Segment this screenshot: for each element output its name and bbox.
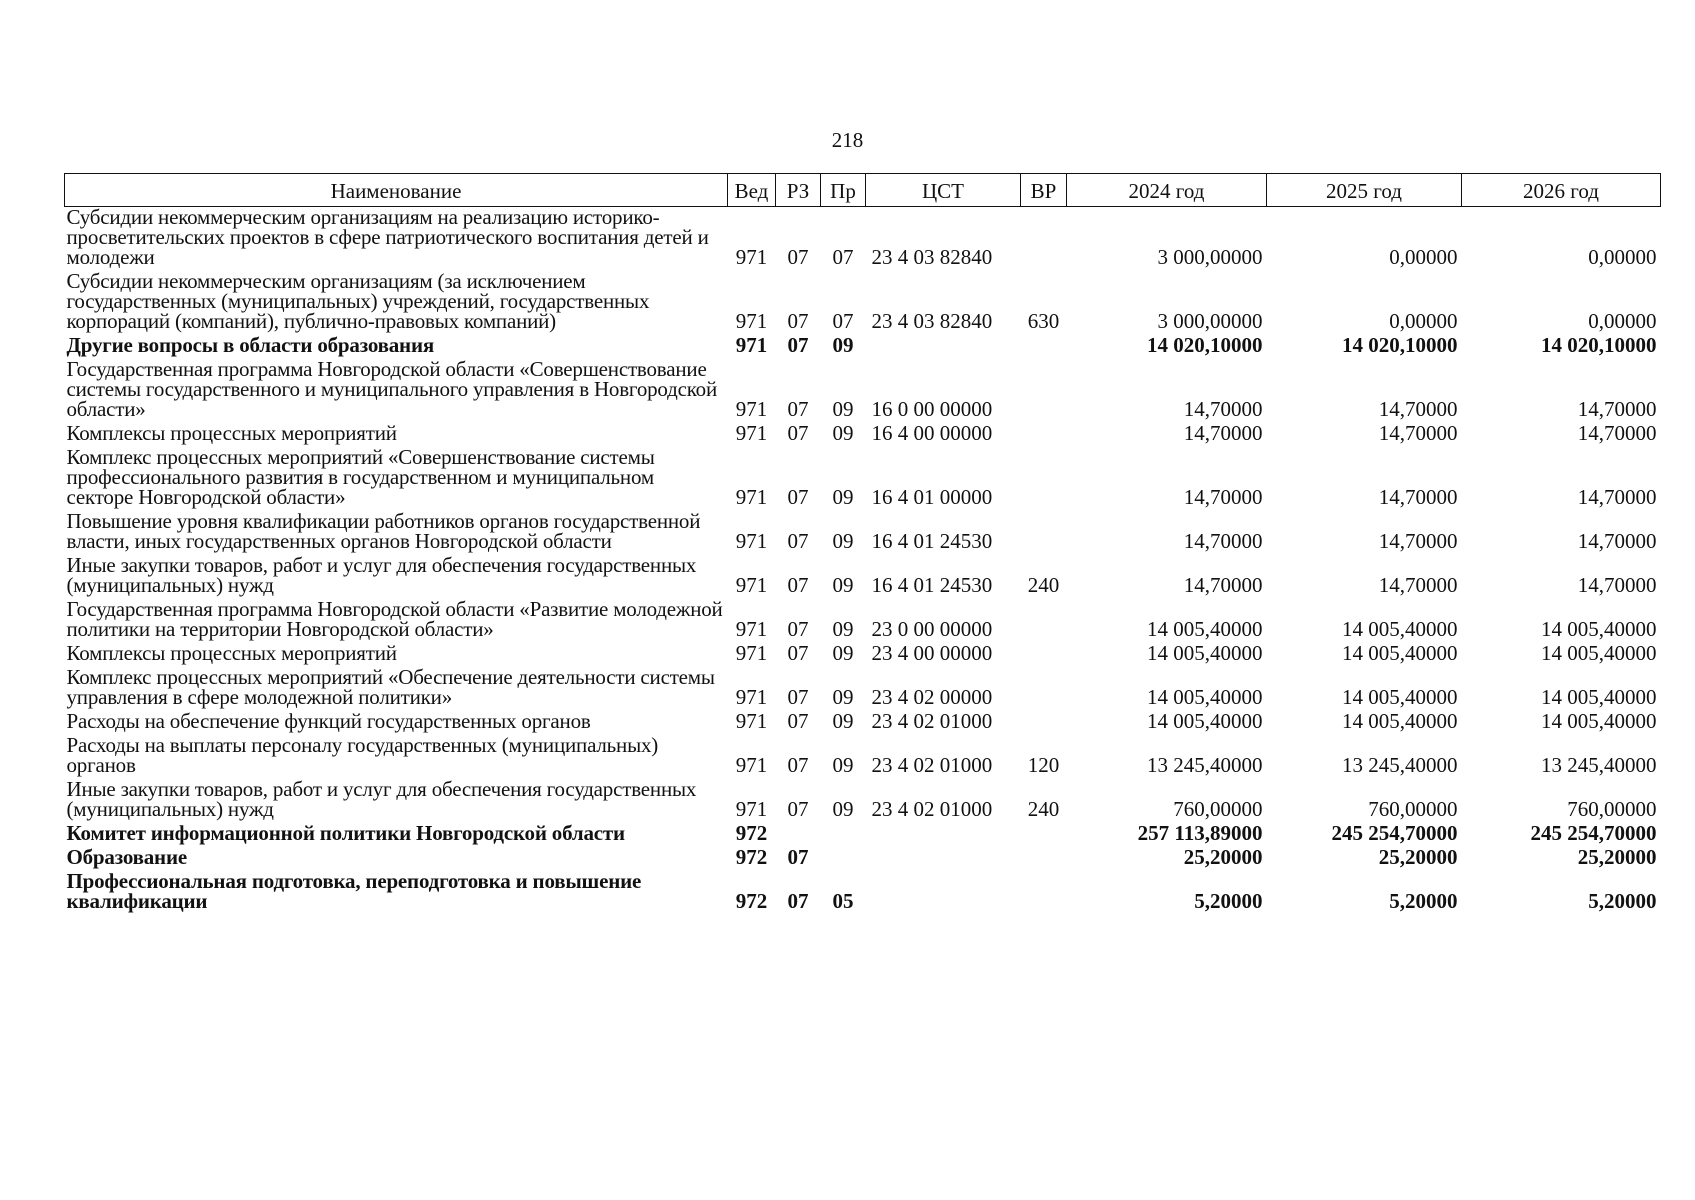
cell-vr [1021, 847, 1067, 871]
cell-2025: 14,70000 [1378, 421, 1458, 445]
cell-pr [821, 823, 866, 847]
cell-2025: 14,70000 [1378, 485, 1458, 509]
header-2024: 2024 год [1067, 174, 1267, 207]
cell-vr [1021, 447, 1067, 511]
cell-2024: 3 000,00000 [1157, 245, 1263, 269]
cell-2025: 13 245,40000 [1342, 753, 1458, 777]
cell-2026: 14,70000 [1577, 485, 1657, 509]
cell-2025: 5,20000 [1389, 889, 1458, 913]
table-row [65, 447, 1661, 511]
cell-pr: 09 [832, 573, 854, 597]
cell-vr: 240 [1027, 573, 1060, 597]
cell-vr [1021, 599, 1067, 643]
cell-cst [866, 847, 1021, 871]
cell-2025: 14,70000 [1378, 397, 1458, 421]
table-row [65, 359, 1661, 423]
cell-2025: 760,00000 [1368, 797, 1458, 821]
cell-vr [1021, 207, 1067, 272]
cell-pr: 09 [832, 333, 854, 357]
cell-2024: 14 005,40000 [1147, 709, 1263, 733]
table-header-row [65, 174, 1661, 207]
cell-pr: 09 [832, 421, 854, 445]
header-2025: 2025 год [1267, 174, 1462, 207]
cell-2026: 14,70000 [1577, 397, 1657, 421]
cell-name: Расходы на выплаты персоналу государственных (муниципальных) органов [66, 733, 659, 777]
budget-table [64, 173, 1661, 915]
cell-2025: 0,00000 [1389, 245, 1458, 269]
cell-2024: 14,70000 [1183, 573, 1263, 597]
table-row [65, 207, 1661, 272]
cell-2024: 13 245,40000 [1147, 753, 1263, 777]
cell-pr: 09 [832, 797, 854, 821]
cell-rz: 07 [787, 573, 809, 597]
cell-rz: 07 [787, 685, 809, 709]
table-row [65, 555, 1661, 599]
cell-name: Другие вопросы в области образования [66, 333, 435, 357]
cell-2026: 5,20000 [1588, 889, 1657, 913]
cell-rz: 07 [787, 529, 809, 553]
table-row [65, 511, 1661, 555]
cell-name: Расходы на обеспечение функций государственных органов [66, 709, 591, 733]
table-row [65, 823, 1661, 847]
cell-2024: 257 113,89000 [1137, 821, 1263, 845]
cell-ved: 971 [735, 641, 768, 665]
cell-pr: 05 [832, 889, 854, 913]
cell-pr: 09 [832, 685, 854, 709]
cell-2025: 25,20000 [1378, 845, 1458, 869]
cell-vr: 630 [1027, 309, 1060, 333]
cell-cst: 23 4 02 01000 [871, 797, 993, 821]
cell-name: Комплекс процессных мероприятий «Совершенствование системы профессионального развития в государственном и муниципальном секторе Новгородской области» [66, 445, 655, 509]
cell-rz: 07 [787, 753, 809, 777]
cell-pr: 07 [832, 245, 854, 269]
cell-name: Комитет информационной политики Новгородской области [66, 821, 625, 845]
table-row [65, 871, 1661, 915]
cell-ved: 971 [735, 245, 768, 269]
cell-2026: 14 005,40000 [1541, 709, 1657, 733]
header-cst: ЦСТ [866, 174, 1021, 207]
cell-2024: 14 020,10000 [1147, 333, 1263, 357]
cell-vr: 240 [1027, 797, 1060, 821]
cell-ved: 971 [735, 333, 768, 357]
cell-rz: 07 [787, 333, 809, 357]
cell-cst: 16 4 01 24530 [871, 573, 993, 597]
cell-2026: 14,70000 [1577, 529, 1657, 553]
cell-2024: 14 005,40000 [1147, 617, 1263, 641]
cell-2025: 14 005,40000 [1342, 709, 1458, 733]
cell-2026: 14,70000 [1577, 421, 1657, 445]
cell-name: Иные закупки товаров, работ и услуг для обеспечения государственных (муниципальных) нужд [66, 553, 697, 597]
cell-rz: 07 [787, 889, 809, 913]
cell-vr [1021, 823, 1067, 847]
cell-2026: 14 005,40000 [1541, 641, 1657, 665]
cell-ved: 971 [735, 617, 768, 641]
cell-ved: 972 [735, 821, 768, 845]
cell-2024: 14,70000 [1183, 397, 1263, 421]
cell-2024: 760,00000 [1173, 797, 1263, 821]
cell-name: Государственная программа Новгородской области «Развитие молодежной политики на территории Новгородской области» [66, 597, 723, 641]
cell-rz: 07 [787, 617, 809, 641]
header-name: Наименование [65, 174, 728, 207]
cell-2026: 25,20000 [1577, 845, 1657, 869]
cell-vr [1021, 667, 1067, 711]
cell-pr: 09 [832, 709, 854, 733]
cell-name: Повышение уровня квалификации работников органов государственной власти, иных государственных органов Новгородской области [66, 509, 701, 553]
table-body [65, 207, 1661, 916]
cell-2025: 14 020,10000 [1342, 333, 1458, 357]
cell-ved: 972 [735, 845, 768, 869]
table-row [65, 423, 1661, 447]
cell-ved: 971 [735, 753, 768, 777]
cell-name: Субсидии некоммерческим организациям на реализацию историко-просветительских проектов в сфере патриотического воспитания детей и молодежи [66, 205, 709, 269]
cell-name: Субсидии некоммерческим организациям (за исключением государственных (муниципальных) учреждений, государственных корпораций (компаний), публично-правовых компаний) [66, 269, 650, 333]
cell-2025: 14 005,40000 [1342, 617, 1458, 641]
cell-name: Государственная программа Новгородской области «Совершенствование системы государственного и муниципального управления в Новгородской области» [66, 357, 717, 421]
cell-2024: 14,70000 [1183, 529, 1263, 553]
cell-vr [1021, 643, 1067, 667]
page-number: 218 [831, 128, 864, 152]
cell-name: Профессиональная подготовка, переподготовка и повышение квалификации [66, 869, 642, 913]
cell-2026: 245 254,70000 [1530, 821, 1657, 845]
table-row [65, 779, 1661, 823]
cell-pr: 09 [832, 617, 854, 641]
cell-rz: 07 [787, 421, 809, 445]
cell-ved: 971 [735, 397, 768, 421]
table-row [65, 711, 1661, 735]
table-row [65, 847, 1661, 871]
cell-2025: 0,00000 [1389, 309, 1458, 333]
cell-2025: 14 005,40000 [1342, 685, 1458, 709]
cell-cst: 23 4 02 01000 [871, 709, 993, 733]
cell-pr: 09 [832, 753, 854, 777]
cell-ved: 971 [735, 485, 768, 509]
cell-2026: 14,70000 [1577, 573, 1657, 597]
cell-2026: 0,00000 [1588, 309, 1657, 333]
cell-ved: 971 [735, 309, 768, 333]
cell-rz: 07 [787, 245, 809, 269]
cell-rz [776, 823, 821, 847]
header-pr: Пр [821, 174, 866, 207]
cell-rz: 07 [787, 641, 809, 665]
cell-name: Комплексы процессных мероприятий [66, 421, 397, 445]
cell-ved: 971 [735, 573, 768, 597]
cell-cst: 23 4 02 01000 [871, 753, 993, 777]
cell-rz: 07 [787, 485, 809, 509]
cell-vr [1021, 423, 1067, 447]
cell-rz: 07 [787, 309, 809, 333]
cell-2026: 0,00000 [1588, 245, 1657, 269]
cell-cst: 23 4 02 00000 [871, 685, 993, 709]
cell-ved: 972 [735, 889, 768, 913]
cell-2026: 14 005,40000 [1541, 685, 1657, 709]
cell-2024: 5,20000 [1194, 889, 1263, 913]
cell-ved: 971 [735, 529, 768, 553]
cell-2024: 14 005,40000 [1147, 685, 1263, 709]
cell-vr [1021, 511, 1067, 555]
cell-cst: 16 0 00 00000 [871, 397, 993, 421]
cell-cst: 16 4 00 00000 [871, 421, 993, 445]
cell-rz: 07 [787, 397, 809, 421]
cell-rz: 07 [787, 845, 809, 869]
cell-cst [866, 335, 1021, 359]
cell-cst [866, 823, 1021, 847]
cell-cst: 23 4 00 00000 [871, 641, 993, 665]
cell-rz: 07 [787, 709, 809, 733]
table-row [65, 667, 1661, 711]
table-row [65, 271, 1661, 335]
cell-pr: 09 [832, 397, 854, 421]
cell-pr: 07 [832, 309, 854, 333]
cell-name: Образование [66, 845, 187, 869]
cell-name: Иные закупки товаров, работ и услуг для обеспечения государственных (муниципальных) нужд [66, 777, 697, 821]
cell-pr: 09 [832, 529, 854, 553]
header-rz: РЗ [776, 174, 821, 207]
table-row [65, 643, 1661, 667]
cell-2024: 25,20000 [1183, 845, 1263, 869]
cell-2024: 14,70000 [1183, 421, 1263, 445]
cell-vr [1021, 359, 1067, 423]
cell-ved: 971 [735, 797, 768, 821]
cell-2026: 14 020,10000 [1541, 333, 1657, 357]
header-vr: ВР [1021, 174, 1067, 207]
cell-name: Комплекс процессных мероприятий «Обеспечение деятельности системы управления в сфере молодежной политики» [66, 665, 715, 709]
cell-2024: 14,70000 [1183, 485, 1263, 509]
cell-2026: 760,00000 [1567, 797, 1657, 821]
cell-cst: 16 4 01 24530 [871, 529, 993, 553]
cell-pr [821, 847, 866, 871]
cell-cst: 16 4 01 00000 [871, 485, 993, 509]
cell-cst: 23 0 00 00000 [871, 617, 993, 641]
cell-vr: 120 [1027, 753, 1060, 777]
cell-2025: 245 254,70000 [1331, 821, 1458, 845]
table-row [65, 335, 1661, 359]
cell-name: Комплексы процессных мероприятий [66, 641, 397, 665]
table-row [65, 599, 1661, 643]
cell-2025: 14,70000 [1378, 573, 1458, 597]
header-ved: Вед [728, 174, 776, 207]
cell-pr: 09 [832, 485, 854, 509]
cell-2026: 14 005,40000 [1541, 617, 1657, 641]
cell-vr [1021, 335, 1067, 359]
cell-cst: 23 4 03 82840 [871, 309, 993, 333]
cell-vr [1021, 711, 1067, 735]
cell-rz: 07 [787, 797, 809, 821]
table-row [65, 735, 1661, 779]
cell-2025: 14,70000 [1378, 529, 1458, 553]
cell-2024: 3 000,00000 [1157, 309, 1263, 333]
cell-2026: 13 245,40000 [1541, 753, 1657, 777]
cell-ved: 971 [735, 709, 768, 733]
cell-vr [1021, 871, 1067, 915]
cell-2024: 14 005,40000 [1147, 641, 1263, 665]
cell-ved: 971 [735, 421, 768, 445]
cell-cst: 23 4 03 82840 [871, 245, 993, 269]
cell-2025: 14 005,40000 [1342, 641, 1458, 665]
cell-cst [866, 871, 1021, 915]
cell-ved: 971 [735, 685, 768, 709]
cell-pr: 09 [832, 641, 854, 665]
header-2026: 2026 год [1462, 174, 1661, 207]
